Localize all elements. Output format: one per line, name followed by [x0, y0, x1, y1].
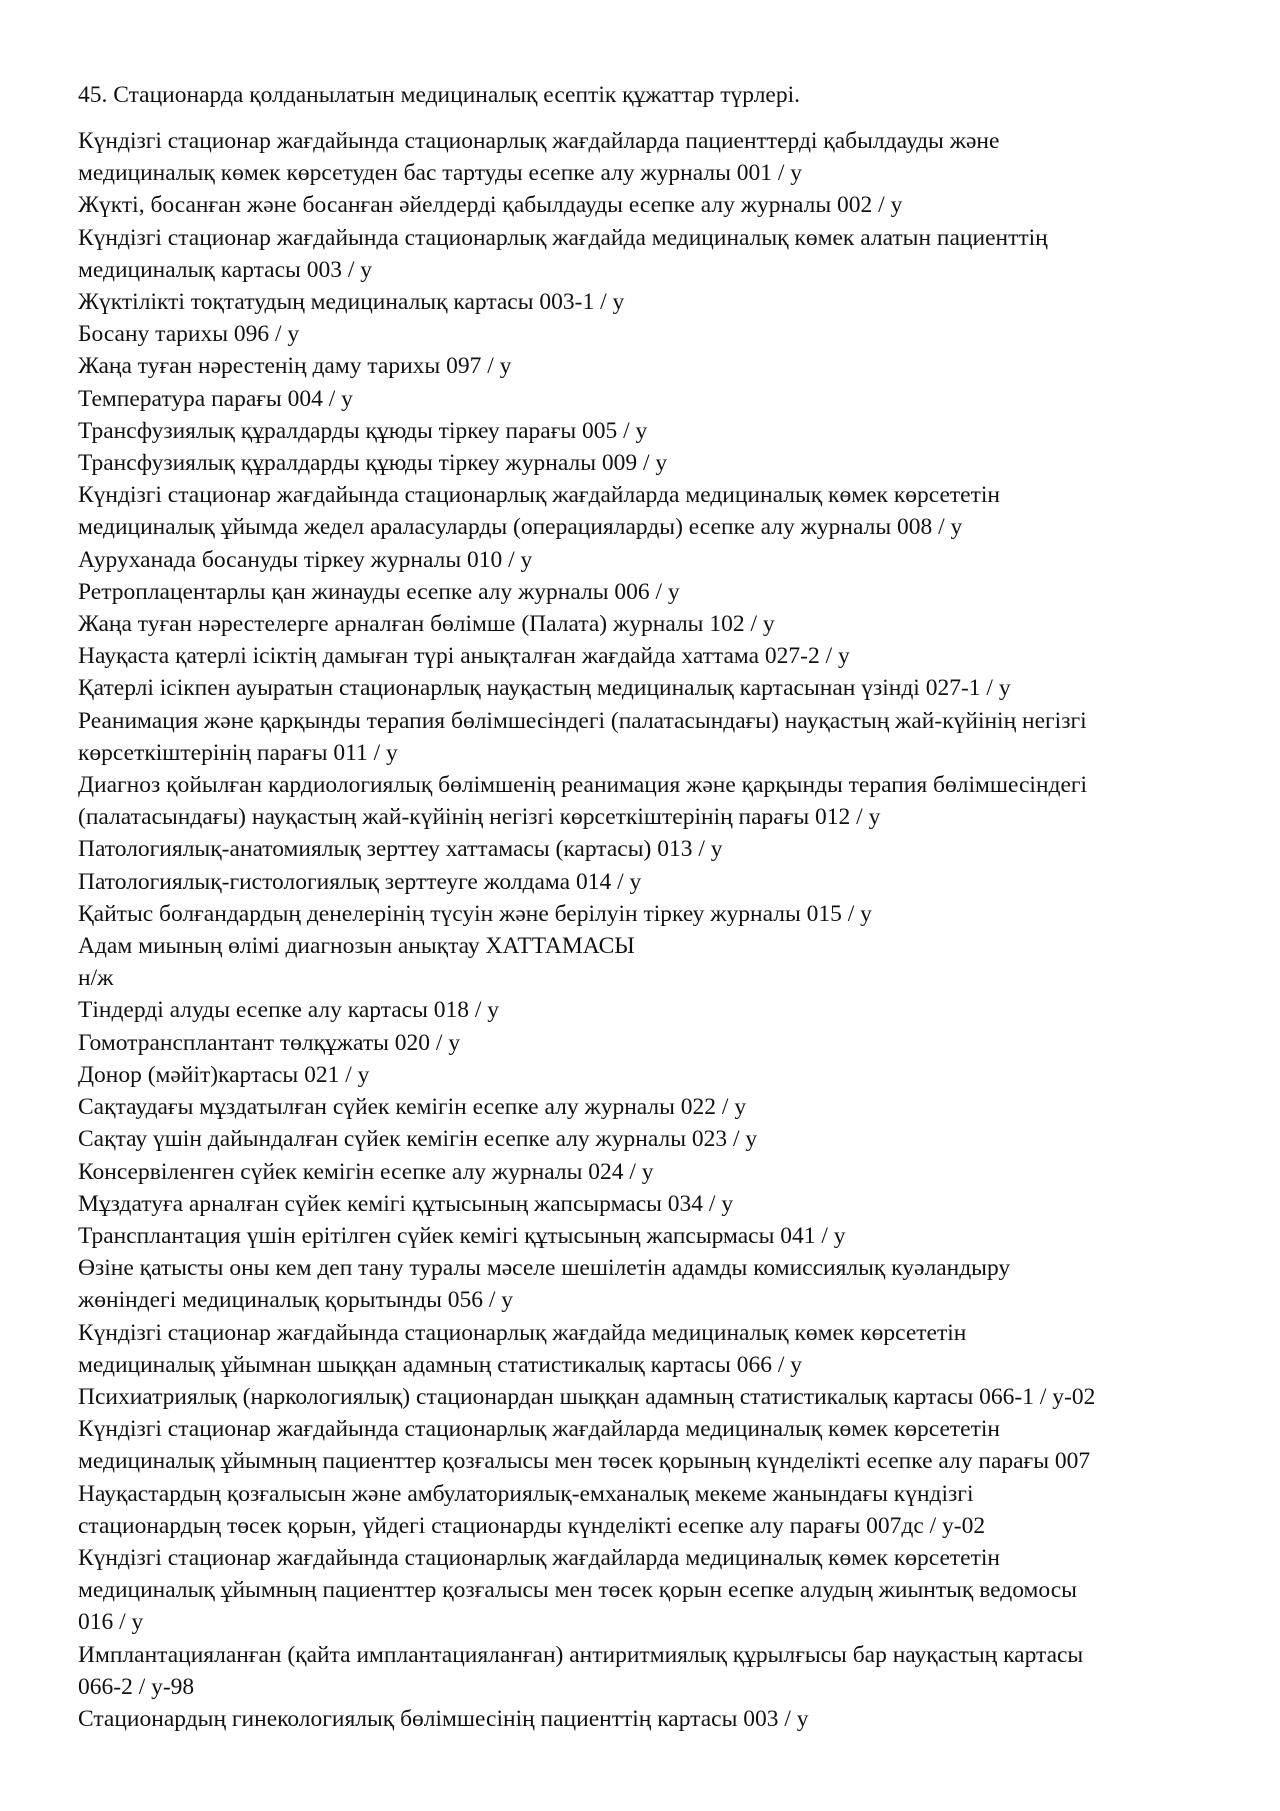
document-line: Күндізгі стационар жағдайында стационарлық жағдайларда пациенттерді қабылдауды және — [78, 128, 1000, 154]
document-line: Қатерлі ісікпен ауыратын стационарлық науқастың медициналық картасынан үзінді 027-1 / у — [78, 675, 1011, 702]
document-line: Күндізгі стационар жағдайында стационарлық жағдайларда медициналық көмек көрсететін — [78, 1416, 1000, 1443]
document-line: Күндізгі стационар жағдайында стационарлық жағдайларда медициналық көмек көрсететін — [78, 1544, 1000, 1571]
document-line: Диагноз қойылған кардиологиялық бөлімшенің реанимация және қарқынды терапия бөлімшесіндегі — [78, 772, 1088, 799]
document-line: Адам миының өлімі диагнозын анықтау ХАТТАМАСЫ — [78, 933, 635, 960]
document-line: Жаңа туған нәрестелерге арналған бөлімше (Палата) журналы 102 / у — [78, 611, 775, 638]
document-line: Мұздатуға арналған сүйек кемігі құтысының жапсырмасы 034 / у — [78, 1190, 734, 1217]
document-line: 016 / у — [78, 1609, 144, 1636]
document-line: Күндізгі стационар жағдайында стационарлық жағдайда медициналық көмек көрсететін — [78, 1319, 967, 1346]
document-line: медициналық көмек көрсетуден бас тартуды есепке алу журналы 001 / у — [78, 160, 803, 187]
document-line: медициналық ұйымның пациенттер қозғалысы мен төсек қорын есепке алудың жиынтық ведомосы — [78, 1577, 1077, 1604]
document-line: Трансфузиялық құралдарды құюды тіркеу парағы 005 / у — [78, 417, 648, 444]
document-line: медициналық ұйымда жедел араласуларды (операцияларды) есепке алу журналы 008 / у — [78, 514, 963, 541]
document-line: Трансплантация үшін ерітілген сүйек кемігі құтысының жапсырмасы 041 / у — [78, 1222, 846, 1249]
document-line: жөніндегі медициналық қорытынды 056 / у — [78, 1287, 514, 1314]
document-line: (палатасындағы) науқастың жай-күйінің негізгі көрсеткіштерінің парағы 012 / у — [78, 804, 881, 831]
document-line: Патологиялық-анатомиялық зерттеу хаттамасы (картасы) 013 / у — [78, 836, 723, 863]
document-line: медициналық ұйымның пациенттер қозғалысы мен төсек қорының күнделікті есепке алу парағы 007 — [78, 1448, 1091, 1475]
document-line: Сақтау үшін дайындалған сүйек кемігін есепке алу журналы 023 / у — [78, 1126, 758, 1153]
document-line: Күндізгі стационар жағдайында стационарлық жағдайда медициналық көмек алатын пациенттің — [78, 224, 1048, 251]
document-line: Науқаста қатерлі ісіктің дамыған түрі анықталған жағдайда хаттама 027-2 / у — [78, 643, 850, 670]
document-line: Температура парағы 004 / у — [78, 385, 353, 412]
document-line: 066-2 / у-98 — [78, 1673, 195, 1700]
document-line: Консервіленген сүйек кемігін есепке алу журналы 024 / у — [78, 1158, 654, 1185]
document-line: н/ж — [78, 965, 114, 992]
document-line: Сақтаудағы мұздатылған сүйек кемігін есепке алу журналы 022 / у — [78, 1094, 747, 1121]
document-title: 45. Стационарда қолданылатын медициналық есептік құжаттар түрлері. — [78, 82, 801, 108]
document-line: Өзіне қатысты оны кем деп тану туралы мәселе шешілетін адамды комиссиялық куәландыру — [78, 1255, 1011, 1282]
document-line: Ретроплацентарлы қан жинауды есепке алу журналы 006 / у — [78, 578, 680, 605]
document-line: Қайтыс болғандардың денелерінің түсуін және берілуін тіркеу журналы 015 / у — [78, 900, 872, 927]
document-line: Психиатриялық (наркологиялық) стационардан шыққан адамның статистикалық картасы 066-1 / у-02 — [78, 1383, 1096, 1410]
document-line: Донор (мәйіт)картасы 021 / у — [78, 1061, 370, 1088]
form-list — [78, 125, 1220, 1735]
document-line: көрсеткіштерінің парағы 011 / у — [78, 739, 398, 766]
document-line: стационардың төсек қорын, үйдегі стационарды күнделікті есепке алу парағы 007дс / у-02 — [78, 1512, 986, 1539]
document-line: Ауруханада босануды тіркеу журналы 010 / у — [78, 546, 533, 573]
document-line: медициналық ұйымнан шыққан адамның статистикалық картасы 066 / у — [78, 1351, 802, 1378]
document-line: Тіндерді алуды есепке алу картасы 018 / у — [78, 997, 500, 1024]
document-line: Жаңа туған нәрестенің даму тарихы 097 / у — [78, 353, 512, 380]
document-line: Трансфузиялық құралдарды құюды тіркеу журналы 009 / у — [78, 450, 668, 477]
document-line: медициналық картасы 003 / у — [78, 256, 372, 283]
document-line: Жүкті, босанған және босанған әйелдерді қабылдауды есепке алу журналы 002 / у — [78, 192, 903, 219]
document-line: Науқастардың қозғалысын және амбулаториялық-емханалық мекеме жанындағы күндізгі — [78, 1480, 974, 1507]
document-line: Гомотрансплантант төлқұжаты 020 / у — [78, 1029, 461, 1056]
document-line: Босану тарихы 096 / у — [78, 321, 300, 348]
document-line: Реанимация және қарқынды терапия бөлімшесіндегі (палатасындағы) науқастың жай-күйінің негізгі — [78, 707, 1087, 734]
document-line: Стационардың гинекологиялық бөлімшесінің пациенттің картасы 003 / у — [78, 1705, 809, 1732]
document-line: Күндізгі стационар жағдайында стационарлық жағдайларда медициналық көмек көрсететін — [78, 482, 1000, 509]
document-line: Имплантацияланған (қайта имплантацияланған) антиритмиялық құрылғысы бар науқастың картасы — [78, 1641, 1084, 1668]
document-line: Жүктілікті тоқтатудың медициналық картасы 003-1 / у — [78, 289, 625, 316]
document-line: Патологиялық-гистологиялық зерттеуге жолдама 014 / у — [78, 868, 642, 895]
